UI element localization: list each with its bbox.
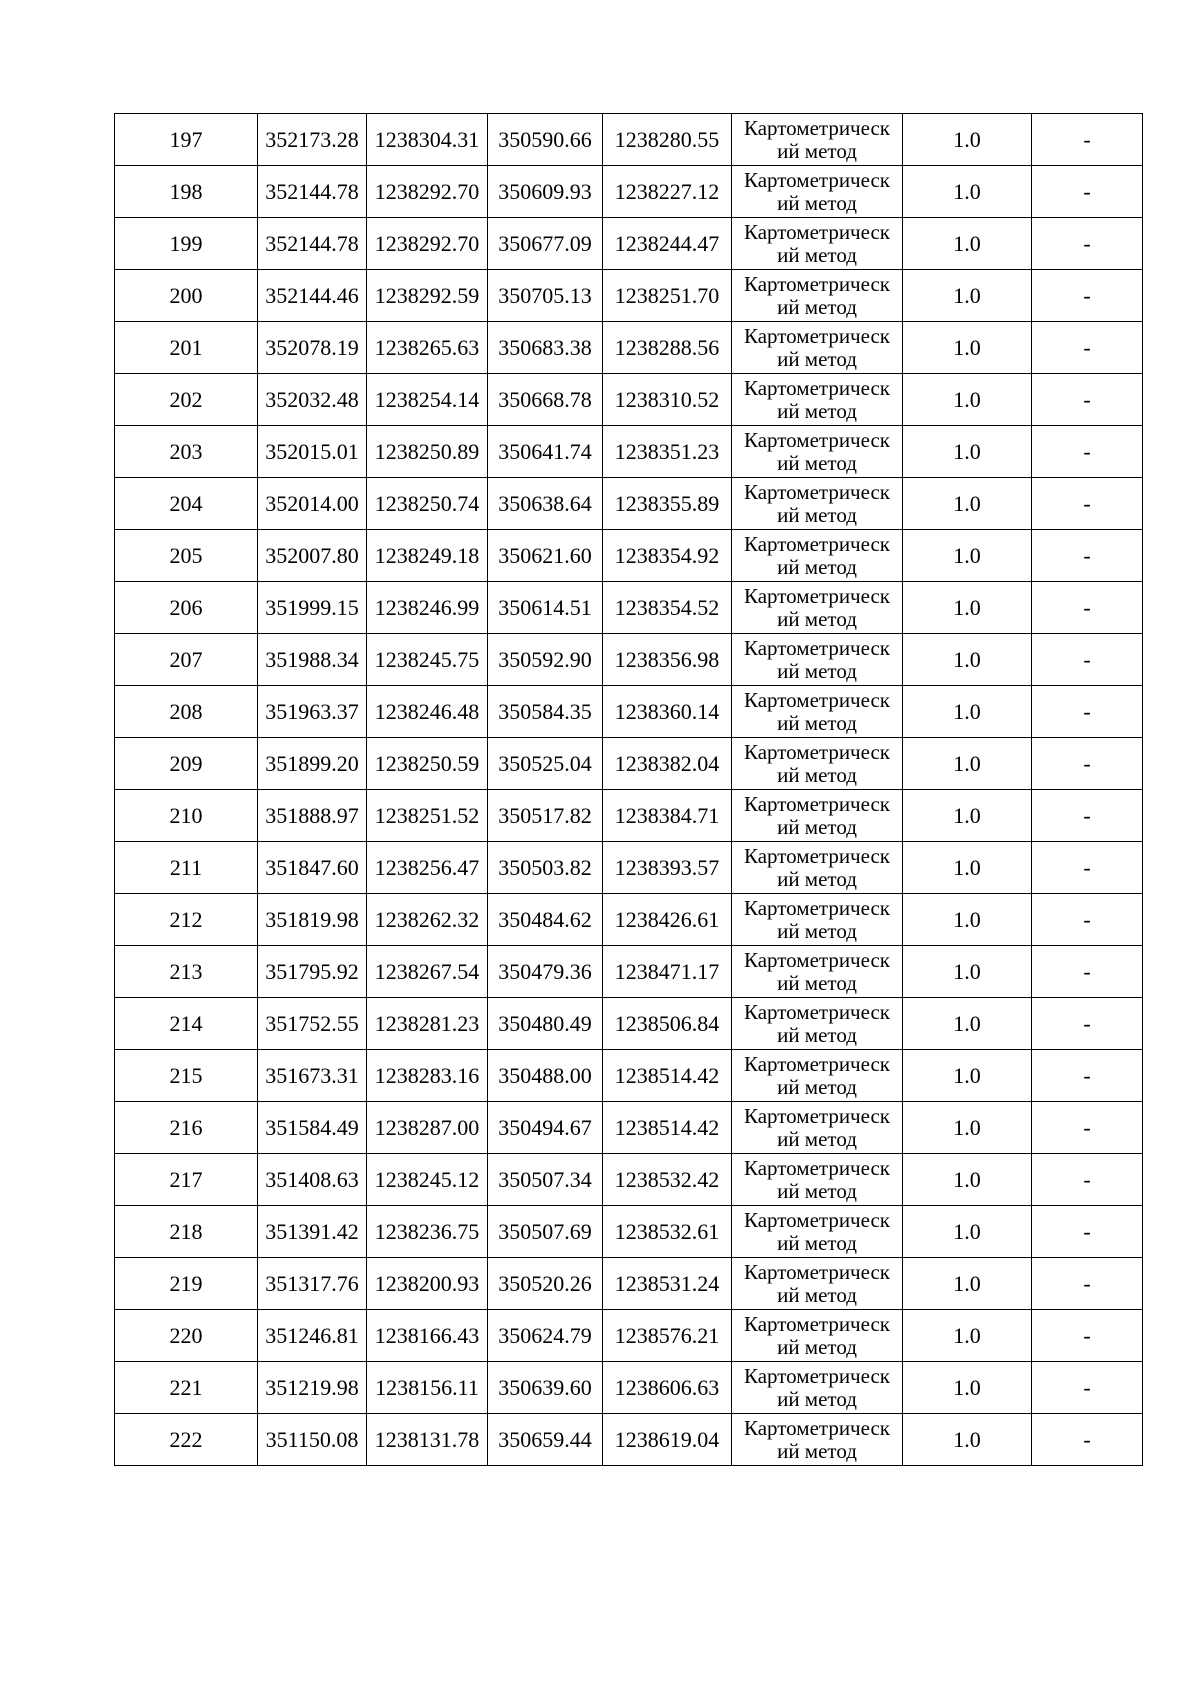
description-cell: - — [1032, 426, 1143, 478]
x-new-cell: 350525.04 — [488, 738, 603, 790]
method-cell — [732, 166, 903, 218]
x-new-cell: 350614.51 — [488, 582, 603, 634]
method-cell — [732, 1414, 903, 1466]
y-new-cell: 1238532.42 — [603, 1154, 732, 1206]
y-old-cell: 1238250.89 — [367, 426, 488, 478]
table-row — [115, 946, 1143, 998]
description-cell: - — [1032, 530, 1143, 582]
y-old-cell: 1238251.52 — [367, 790, 488, 842]
x-new-cell: 350590.66 — [488, 114, 603, 166]
method-cell — [732, 1310, 903, 1362]
accuracy-cell: 1.0 — [903, 166, 1032, 218]
y-new-cell: 1238354.92 — [603, 530, 732, 582]
method-text-line-2: ий метод — [777, 1022, 857, 1047]
x-old-cell: 351819.98 — [258, 894, 367, 946]
y-new-cell: 1238360.14 — [603, 686, 732, 738]
method-text-line-2: ий метод — [777, 450, 857, 475]
y-new-cell: 1238354.52 — [603, 582, 732, 634]
x-old-cell: 351795.92 — [258, 946, 367, 998]
point-number-cell: 201 — [115, 322, 258, 374]
method-text-line-1: Картометрическ — [744, 1311, 890, 1336]
point-number-cell: 221 — [115, 1362, 258, 1414]
y-old-cell: 1238200.93 — [367, 1258, 488, 1310]
method-cell — [732, 1102, 903, 1154]
description-cell: - — [1032, 894, 1143, 946]
x-new-cell: 350503.82 — [488, 842, 603, 894]
method-cell — [732, 1154, 903, 1206]
accuracy-cell: 1.0 — [903, 374, 1032, 426]
method-text-line-1: Картометрическ — [744, 635, 890, 660]
accuracy-cell: 1.0 — [903, 998, 1032, 1050]
table-row — [115, 1050, 1143, 1102]
accuracy-cell: 1.0 — [903, 1414, 1032, 1466]
description-cell: - — [1032, 582, 1143, 634]
point-number-cell: 214 — [115, 998, 258, 1050]
x-old-cell: 352032.48 — [258, 374, 367, 426]
method-cell — [732, 218, 903, 270]
description-cell: - — [1032, 374, 1143, 426]
method-text-line-1: Картометрическ — [744, 1363, 890, 1388]
y-old-cell: 1238245.75 — [367, 634, 488, 686]
x-old-cell: 352078.19 — [258, 322, 367, 374]
y-new-cell: 1238619.04 — [603, 1414, 732, 1466]
x-old-cell: 351999.15 — [258, 582, 367, 634]
y-new-cell: 1238280.55 — [603, 114, 732, 166]
method-text-line-2: ий метод — [777, 1282, 857, 1307]
y-old-cell: 1238166.43 — [367, 1310, 488, 1362]
table-row — [115, 1362, 1143, 1414]
y-old-cell: 1238304.31 — [367, 114, 488, 166]
x-new-cell: 350621.60 — [488, 530, 603, 582]
method-cell — [732, 634, 903, 686]
point-number-cell: 213 — [115, 946, 258, 998]
accuracy-cell: 1.0 — [903, 686, 1032, 738]
method-text-line-1: Картометрическ — [744, 427, 890, 452]
method-text-line-1: Картометрическ — [744, 167, 890, 192]
x-old-cell: 352007.80 — [258, 530, 367, 582]
y-new-cell: 1238310.52 — [603, 374, 732, 426]
x-new-cell: 350484.62 — [488, 894, 603, 946]
point-number-cell: 199 — [115, 218, 258, 270]
accuracy-cell: 1.0 — [903, 1050, 1032, 1102]
point-number-cell: 210 — [115, 790, 258, 842]
description-cell: - — [1032, 1362, 1143, 1414]
method-text-line-2: ий метод — [777, 346, 857, 371]
point-number-cell: 202 — [115, 374, 258, 426]
table-row — [115, 426, 1143, 478]
y-old-cell: 1238245.12 — [367, 1154, 488, 1206]
table-row — [115, 218, 1143, 270]
method-cell — [732, 738, 903, 790]
method-text-line-1: Картометрическ — [744, 843, 890, 868]
table-row — [115, 1206, 1143, 1258]
description-cell: - — [1032, 1414, 1143, 1466]
y-new-cell: 1238531.24 — [603, 1258, 732, 1310]
table-row — [115, 530, 1143, 582]
method-cell — [732, 582, 903, 634]
method-text-line-2: ий метод — [777, 1334, 857, 1359]
method-cell — [732, 270, 903, 322]
x-old-cell: 352014.00 — [258, 478, 367, 530]
method-text-line-1: Картометрическ — [744, 895, 890, 920]
coordinates-table-body — [115, 114, 1143, 1466]
accuracy-cell: 1.0 — [903, 114, 1032, 166]
method-text-line-2: ий метод — [777, 606, 857, 631]
y-old-cell: 1238246.48 — [367, 686, 488, 738]
x-new-cell: 350488.00 — [488, 1050, 603, 1102]
x-new-cell: 350584.35 — [488, 686, 603, 738]
method-text-line-1: Картометрическ — [744, 1415, 890, 1440]
y-new-cell: 1238606.63 — [603, 1362, 732, 1414]
method-text-line-1: Картометрическ — [744, 531, 890, 556]
method-text-line-2: ий метод — [777, 866, 857, 891]
y-new-cell: 1238356.98 — [603, 634, 732, 686]
y-new-cell: 1238514.42 — [603, 1050, 732, 1102]
x-old-cell: 351150.08 — [258, 1414, 367, 1466]
table-row — [115, 322, 1143, 374]
x-old-cell: 351963.37 — [258, 686, 367, 738]
method-text-line-1: Картометрическ — [744, 791, 890, 816]
description-cell: - — [1032, 1258, 1143, 1310]
y-new-cell: 1238384.71 — [603, 790, 732, 842]
point-number-cell: 198 — [115, 166, 258, 218]
accuracy-cell: 1.0 — [903, 1310, 1032, 1362]
accuracy-cell: 1.0 — [903, 1258, 1032, 1310]
x-new-cell: 350641.74 — [488, 426, 603, 478]
accuracy-cell: 1.0 — [903, 1362, 1032, 1414]
x-old-cell: 351391.42 — [258, 1206, 367, 1258]
table-row — [115, 738, 1143, 790]
method-cell — [732, 478, 903, 530]
x-new-cell: 350659.44 — [488, 1414, 603, 1466]
accuracy-cell: 1.0 — [903, 842, 1032, 894]
method-text-line-1: Картометрическ — [744, 583, 890, 608]
point-number-cell: 204 — [115, 478, 258, 530]
y-old-cell: 1238256.47 — [367, 842, 488, 894]
table-row — [115, 270, 1143, 322]
point-number-cell: 208 — [115, 686, 258, 738]
description-cell: - — [1032, 946, 1143, 998]
accuracy-cell: 1.0 — [903, 478, 1032, 530]
y-new-cell: 1238244.47 — [603, 218, 732, 270]
method-text-line-2: ий метод — [777, 294, 857, 319]
method-cell — [732, 114, 903, 166]
x-new-cell: 350517.82 — [488, 790, 603, 842]
method-text-line-1: Картометрическ — [744, 115, 890, 140]
description-cell: - — [1032, 790, 1143, 842]
point-number-cell: 197 — [115, 114, 258, 166]
table-row — [115, 1310, 1143, 1362]
y-new-cell: 1238227.12 — [603, 166, 732, 218]
method-text-line-2: ий метод — [777, 1438, 857, 1463]
point-number-cell: 215 — [115, 1050, 258, 1102]
point-number-cell: 207 — [115, 634, 258, 686]
point-number-cell: 205 — [115, 530, 258, 582]
table-row — [115, 686, 1143, 738]
accuracy-cell: 1.0 — [903, 530, 1032, 582]
x-new-cell: 350638.64 — [488, 478, 603, 530]
x-new-cell: 350480.49 — [488, 998, 603, 1050]
method-cell — [732, 790, 903, 842]
x-new-cell: 350494.67 — [488, 1102, 603, 1154]
method-text-line-2: ий метод — [777, 1230, 857, 1255]
method-text-line-2: ий метод — [777, 762, 857, 787]
y-new-cell: 1238382.04 — [603, 738, 732, 790]
y-new-cell: 1238471.17 — [603, 946, 732, 998]
x-old-cell: 351888.97 — [258, 790, 367, 842]
description-cell: - — [1032, 1050, 1143, 1102]
accuracy-cell: 1.0 — [903, 1154, 1032, 1206]
y-old-cell: 1238236.75 — [367, 1206, 488, 1258]
table-row — [115, 634, 1143, 686]
method-text-line-1: Картометрическ — [744, 1155, 890, 1180]
table-row — [115, 114, 1143, 166]
point-number-cell: 220 — [115, 1310, 258, 1362]
method-text-line-1: Картометрическ — [744, 1103, 890, 1128]
method-text-line-1: Картометрическ — [744, 999, 890, 1024]
y-old-cell: 1238292.59 — [367, 270, 488, 322]
accuracy-cell: 1.0 — [903, 270, 1032, 322]
method-text-line-1: Картометрическ — [744, 323, 890, 348]
x-new-cell: 350609.93 — [488, 166, 603, 218]
x-old-cell: 352144.46 — [258, 270, 367, 322]
x-new-cell: 350677.09 — [488, 218, 603, 270]
table-row — [115, 1102, 1143, 1154]
method-cell — [732, 686, 903, 738]
y-old-cell: 1238249.18 — [367, 530, 488, 582]
x-old-cell: 351584.49 — [258, 1102, 367, 1154]
description-cell: - — [1032, 686, 1143, 738]
table-row — [115, 842, 1143, 894]
y-new-cell: 1238251.70 — [603, 270, 732, 322]
method-text-line-2: ий метод — [777, 970, 857, 995]
method-text-line-2: ий метод — [777, 1386, 857, 1411]
x-old-cell: 351408.63 — [258, 1154, 367, 1206]
y-old-cell: 1238254.14 — [367, 374, 488, 426]
table-row — [115, 582, 1143, 634]
description-cell: - — [1032, 634, 1143, 686]
y-old-cell: 1238262.32 — [367, 894, 488, 946]
method-text-line-2: ий метод — [777, 1126, 857, 1151]
point-number-cell: 222 — [115, 1414, 258, 1466]
accuracy-cell: 1.0 — [903, 218, 1032, 270]
method-text-line-2: ий метод — [777, 242, 857, 267]
x-new-cell: 350705.13 — [488, 270, 603, 322]
method-cell — [732, 530, 903, 582]
description-cell: - — [1032, 218, 1143, 270]
method-text-line-1: Картометрическ — [744, 687, 890, 712]
method-text-line-1: Картометрическ — [744, 1051, 890, 1076]
y-old-cell: 1238250.74 — [367, 478, 488, 530]
method-text-line-1: Картометрическ — [744, 271, 890, 296]
y-new-cell: 1238288.56 — [603, 322, 732, 374]
description-cell: - — [1032, 842, 1143, 894]
y-old-cell: 1238250.59 — [367, 738, 488, 790]
x-new-cell: 350520.26 — [488, 1258, 603, 1310]
y-old-cell: 1238281.23 — [367, 998, 488, 1050]
y-old-cell: 1238267.54 — [367, 946, 488, 998]
accuracy-cell: 1.0 — [903, 1102, 1032, 1154]
method-text-line-2: ий метод — [777, 658, 857, 683]
x-old-cell: 351317.76 — [258, 1258, 367, 1310]
x-old-cell: 352173.28 — [258, 114, 367, 166]
method-text-line-1: Картометрическ — [744, 479, 890, 504]
method-cell — [732, 1050, 903, 1102]
table-row — [115, 998, 1143, 1050]
point-number-cell: 212 — [115, 894, 258, 946]
method-cell — [732, 1362, 903, 1414]
x-old-cell: 351219.98 — [258, 1362, 367, 1414]
description-cell: - — [1032, 1206, 1143, 1258]
x-new-cell: 350639.60 — [488, 1362, 603, 1414]
x-old-cell: 351752.55 — [258, 998, 367, 1050]
accuracy-cell: 1.0 — [903, 894, 1032, 946]
y-new-cell: 1238514.42 — [603, 1102, 732, 1154]
table-row — [115, 1154, 1143, 1206]
accuracy-cell: 1.0 — [903, 946, 1032, 998]
method-cell — [732, 1258, 903, 1310]
point-number-cell: 219 — [115, 1258, 258, 1310]
x-new-cell: 350624.79 — [488, 1310, 603, 1362]
method-text-line-1: Картометрическ — [744, 1259, 890, 1284]
accuracy-cell: 1.0 — [903, 582, 1032, 634]
method-text-line-1: Картометрическ — [744, 947, 890, 972]
description-cell: - — [1032, 322, 1143, 374]
accuracy-cell: 1.0 — [903, 322, 1032, 374]
y-new-cell: 1238355.89 — [603, 478, 732, 530]
accuracy-cell: 1.0 — [903, 738, 1032, 790]
method-text-line-2: ий метод — [777, 554, 857, 579]
x-new-cell: 350479.36 — [488, 946, 603, 998]
point-number-cell: 206 — [115, 582, 258, 634]
method-cell — [732, 374, 903, 426]
y-old-cell: 1238292.70 — [367, 166, 488, 218]
description-cell: - — [1032, 114, 1143, 166]
x-new-cell: 350592.90 — [488, 634, 603, 686]
description-cell: - — [1032, 998, 1143, 1050]
x-new-cell: 350507.34 — [488, 1154, 603, 1206]
method-text-line-2: ий метод — [777, 710, 857, 735]
point-number-cell: 209 — [115, 738, 258, 790]
method-text-line-2: ий метод — [777, 1074, 857, 1099]
description-cell: - — [1032, 738, 1143, 790]
description-cell: - — [1032, 478, 1143, 530]
accuracy-cell: 1.0 — [903, 1206, 1032, 1258]
method-text-line-2: ий метод — [777, 190, 857, 215]
x-old-cell: 351246.81 — [258, 1310, 367, 1362]
method-text-line-2: ий метод — [777, 502, 857, 527]
table-row — [115, 894, 1143, 946]
y-new-cell: 1238532.61 — [603, 1206, 732, 1258]
table-row — [115, 790, 1143, 842]
method-cell — [732, 426, 903, 478]
y-new-cell: 1238506.84 — [603, 998, 732, 1050]
description-cell: - — [1032, 166, 1143, 218]
method-cell — [732, 998, 903, 1050]
point-number-cell: 217 — [115, 1154, 258, 1206]
y-old-cell: 1238292.70 — [367, 218, 488, 270]
description-cell: - — [1032, 1154, 1143, 1206]
point-number-cell: 211 — [115, 842, 258, 894]
y-old-cell: 1238283.16 — [367, 1050, 488, 1102]
x-old-cell: 351899.20 — [258, 738, 367, 790]
y-old-cell: 1238156.11 — [367, 1362, 488, 1414]
y-new-cell: 1238351.23 — [603, 426, 732, 478]
coordinates-table — [114, 113, 1143, 1466]
x-old-cell: 352144.78 — [258, 166, 367, 218]
method-text-line-2: ий метод — [777, 918, 857, 943]
point-number-cell: 216 — [115, 1102, 258, 1154]
x-old-cell: 351988.34 — [258, 634, 367, 686]
accuracy-cell: 1.0 — [903, 426, 1032, 478]
method-cell — [732, 1206, 903, 1258]
method-cell — [732, 946, 903, 998]
method-text-line-1: Картометрическ — [744, 1207, 890, 1232]
y-old-cell: 1238131.78 — [367, 1414, 488, 1466]
method-text-line-2: ий метод — [777, 138, 857, 163]
description-cell: - — [1032, 270, 1143, 322]
method-text-line-2: ий метод — [777, 398, 857, 423]
x-old-cell: 351673.31 — [258, 1050, 367, 1102]
description-cell: - — [1032, 1310, 1143, 1362]
table-row — [115, 166, 1143, 218]
x-old-cell: 352144.78 — [258, 218, 367, 270]
table-row — [115, 478, 1143, 530]
description-cell: - — [1032, 1102, 1143, 1154]
point-number-cell: 200 — [115, 270, 258, 322]
x-old-cell: 351847.60 — [258, 842, 367, 894]
x-new-cell: 350507.69 — [488, 1206, 603, 1258]
y-old-cell: 1238265.63 — [367, 322, 488, 374]
y-new-cell: 1238576.21 — [603, 1310, 732, 1362]
y-old-cell: 1238287.00 — [367, 1102, 488, 1154]
method-cell — [732, 894, 903, 946]
method-text-line-1: Картометрическ — [744, 739, 890, 764]
table-row — [115, 1414, 1143, 1466]
x-new-cell: 350683.38 — [488, 322, 603, 374]
table-row — [115, 1258, 1143, 1310]
x-old-cell: 352015.01 — [258, 426, 367, 478]
accuracy-cell: 1.0 — [903, 634, 1032, 686]
method-cell — [732, 842, 903, 894]
accuracy-cell: 1.0 — [903, 790, 1032, 842]
y-new-cell: 1238426.61 — [603, 894, 732, 946]
method-cell — [732, 322, 903, 374]
method-text-line-1: Картометрическ — [744, 375, 890, 400]
table-row — [115, 374, 1143, 426]
point-number-cell: 203 — [115, 426, 258, 478]
method-text-line-2: ий метод — [777, 814, 857, 839]
method-text-line-1: Картометрическ — [744, 219, 890, 244]
y-old-cell: 1238246.99 — [367, 582, 488, 634]
y-new-cell: 1238393.57 — [603, 842, 732, 894]
point-number-cell: 218 — [115, 1206, 258, 1258]
method-text-line-2: ий метод — [777, 1178, 857, 1203]
x-new-cell: 350668.78 — [488, 374, 603, 426]
